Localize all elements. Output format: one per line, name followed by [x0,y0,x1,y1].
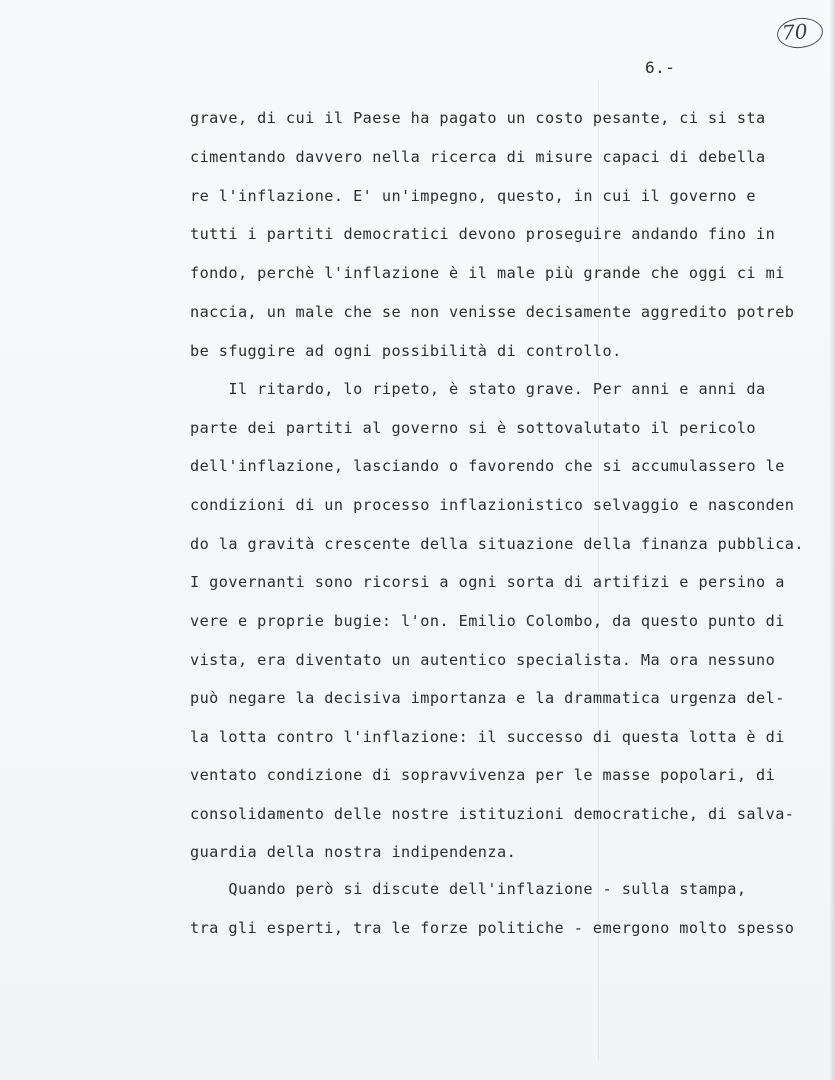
text-line: tra gli esperti, tra le forze politiche - emergono molto spesso [190,919,795,937]
text-line: tutti i partiti democratici devono proseguire andando fino in [190,225,776,243]
text-line: ventato condizione di sopravvivenza per le masse popolari, di [190,766,776,784]
text-line: può negare la decisiva importanza e la drammatica urgenza del- [190,689,785,707]
text-line: cimentando davvero nella ricerca di misure capaci di debella [190,148,766,166]
archive-number: 70 [781,19,809,45]
text-line: parte dei partiti al governo si è sottovalutato il pericolo [190,419,757,437]
text-line: grave, di cui il Paese ha pagato un costo pesante, ci si sta [190,109,766,127]
page-number: 6.- [645,58,676,77]
text-line: condizioni di un processo inflazionistico selvaggio e nasconden [190,496,795,514]
text-line: la lotta contro l'inflazione: il successo di questa lotta è di [190,728,785,746]
text-line: Quando però si discute dell'inflazione - sulla stampa, [190,880,747,898]
paper-edge-shadow [829,0,835,1080]
text-line: naccia, un male che se non venisse decisamente aggredito potreb [190,303,795,321]
text-line: dell'inflazione, lasciando o favorendo che si accumulassero le [190,457,785,475]
text-line: I governanti sono ricorsi a ogni sorta di artifizi e persino a [190,573,785,591]
text-line: Il ritardo, lo ripeto, è stato grave. Per anni e anni da [190,380,766,398]
text-line: be sfuggire ad ogni possibilità di controllo. [190,342,622,360]
text-line: vere e proprie bugie: l'on. Emilio Colombo, da questo punto di [190,612,785,630]
text-line: vista, era diventato un autentico specialista. Ma ora nessuno [190,651,776,669]
text-line: fondo, perchè l'inflazione è il male più grande che oggi ci mi [190,264,785,282]
text-line: guardia della nostra indipendenza. [190,843,517,861]
text-line: re l'inflazione. E' un'impegno, questo, in cui il governo e [190,187,757,205]
text-line: do la gravità crescente della situazione della finanza pubblica. [190,535,804,553]
text-line: consolidamento delle nostre istituzioni democratiche, di salva- [190,805,795,823]
